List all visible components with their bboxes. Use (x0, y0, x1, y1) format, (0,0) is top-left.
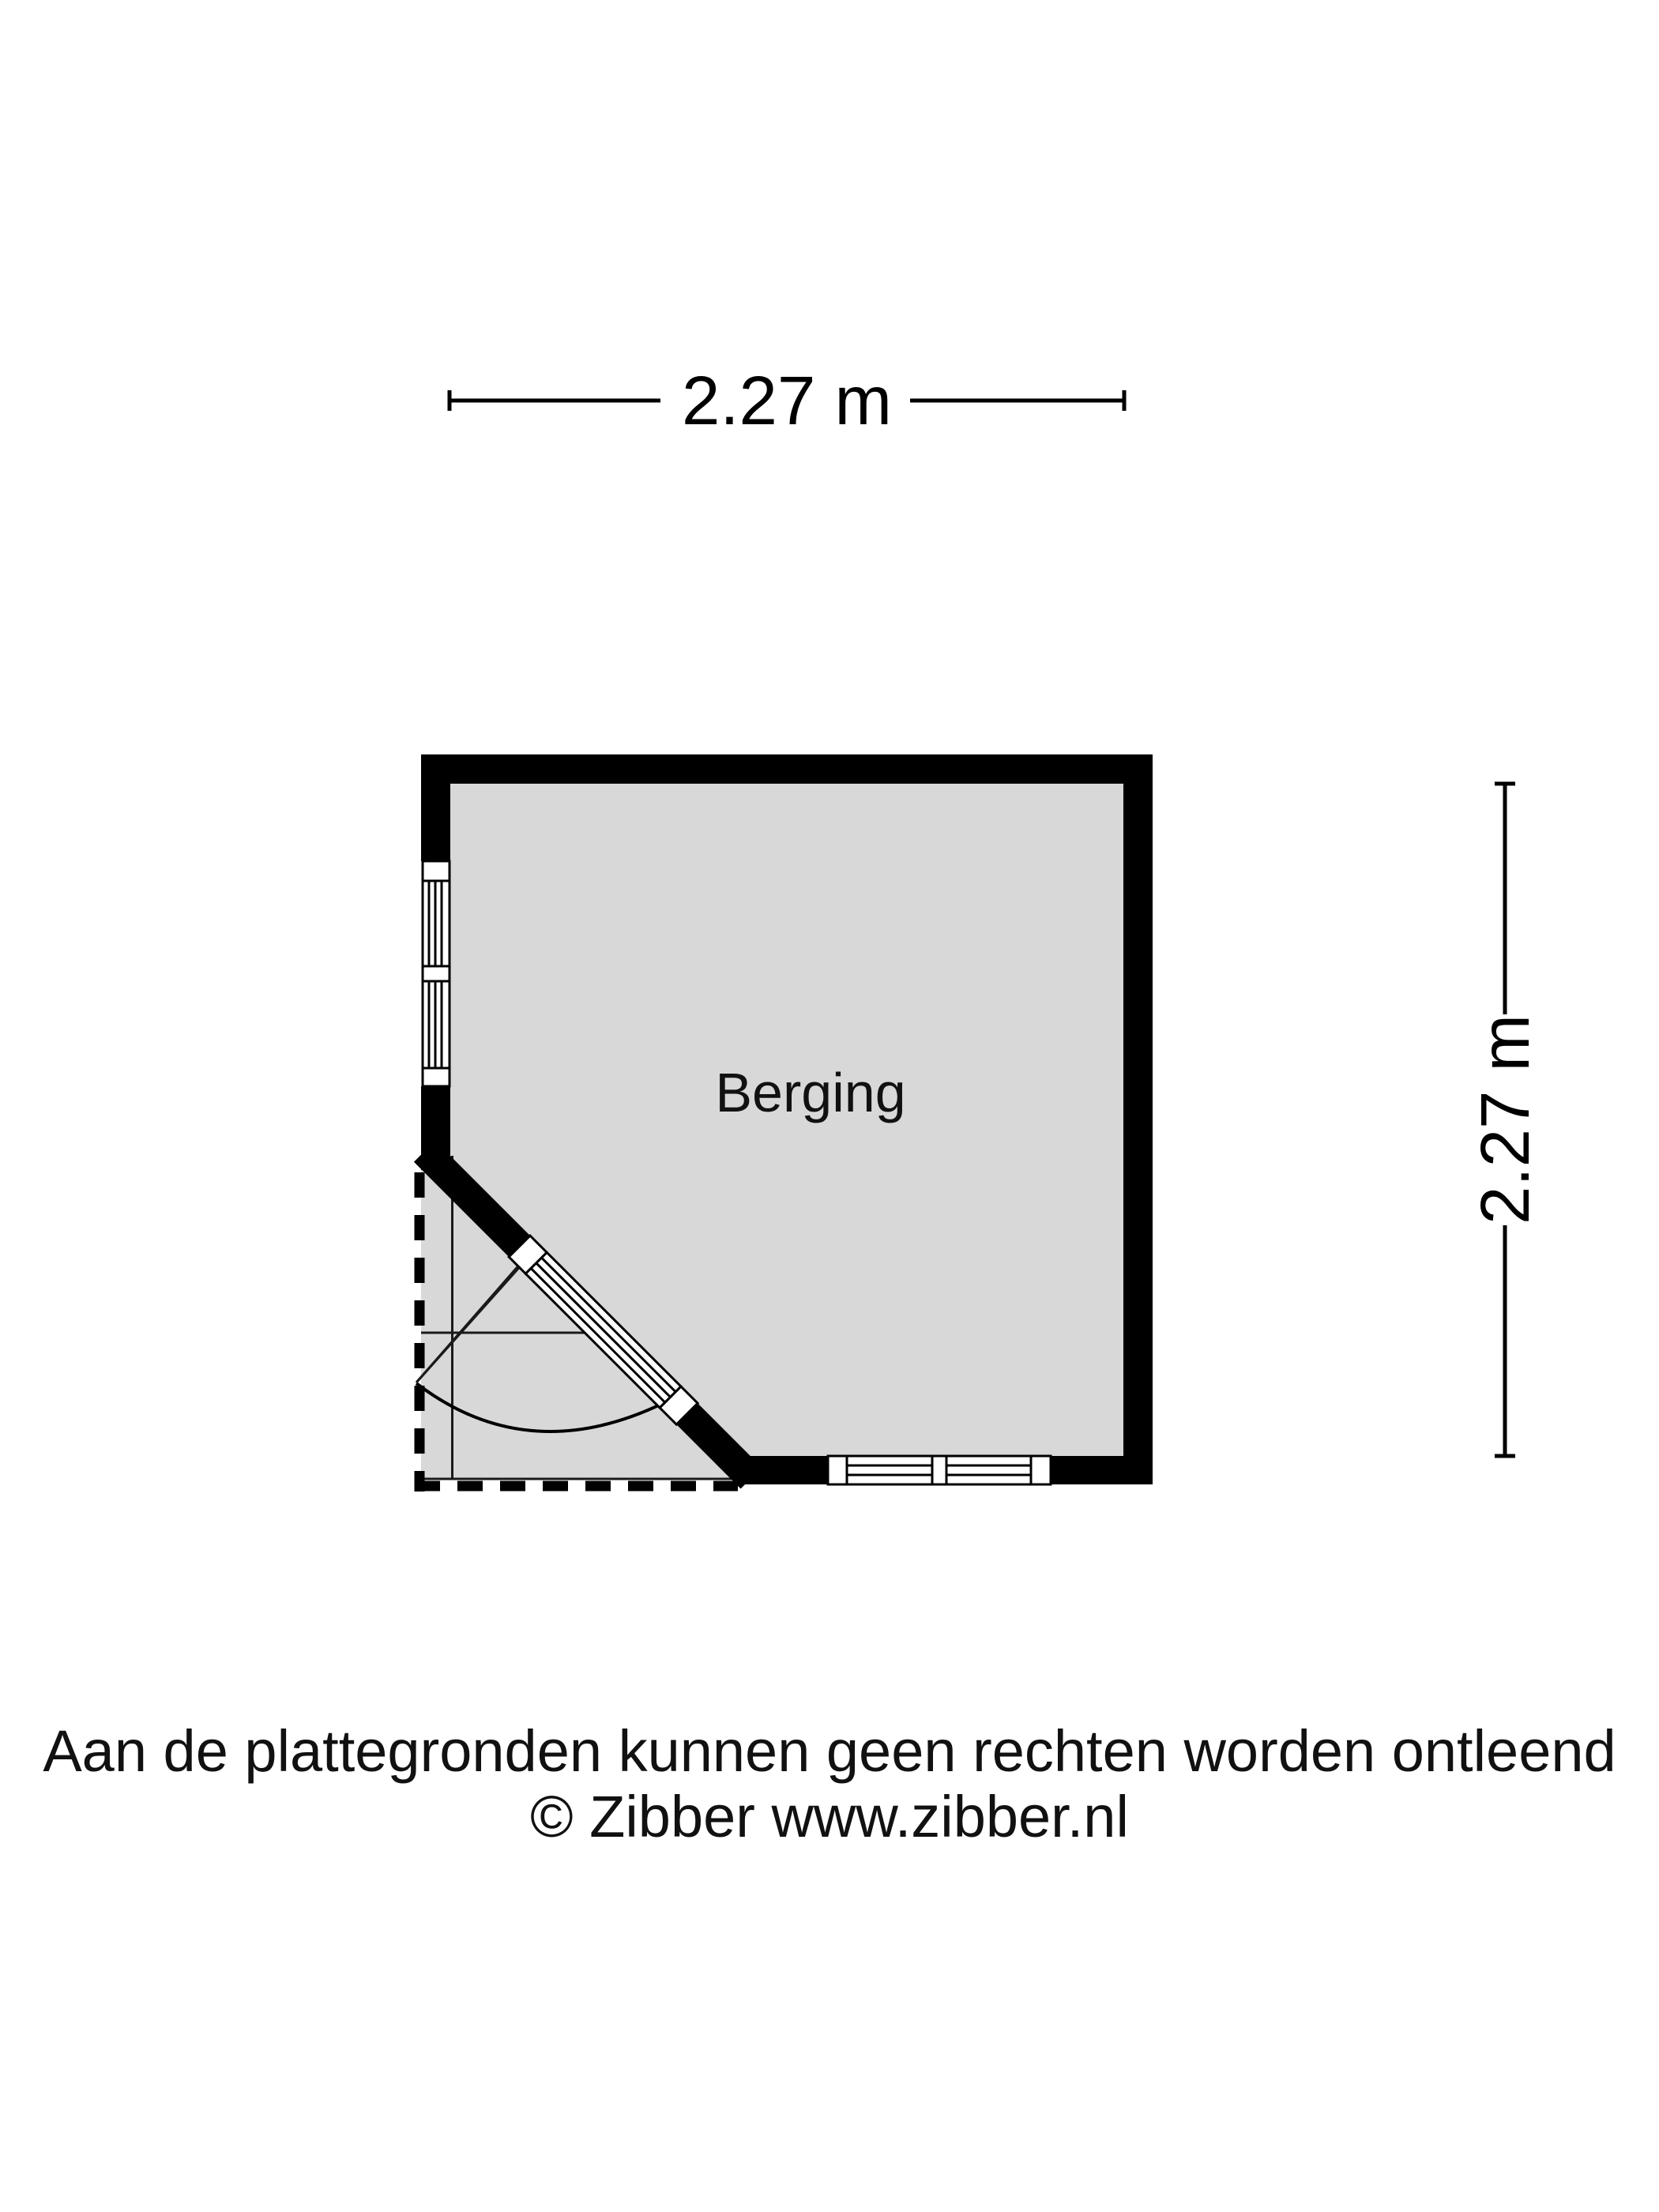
dimension-top-label: 2.27 m (682, 363, 892, 439)
bottom-window (828, 1456, 1051, 1484)
bottom-window-frame (828, 1456, 1051, 1484)
footer-disclaimer: Aan de plattegronden kunnen geen rechten worden ontleend (43, 1718, 1616, 1784)
footer (43, 1718, 1616, 1849)
wall-left-upper (421, 754, 450, 861)
left-window (423, 861, 450, 1086)
room-floor (421, 784, 1123, 1479)
dimension-right (1467, 784, 1544, 1456)
footer-copyright: © Zibber www.zibber.nl (530, 1784, 1129, 1849)
wall-top (421, 754, 1153, 784)
dimension-right-label: 2.27 m (1467, 1014, 1544, 1224)
room-label: Berging (715, 1062, 906, 1123)
wall-right (1123, 754, 1153, 1484)
dimension-top (450, 363, 1124, 439)
wall-bottom-right-segment (1050, 1456, 1153, 1484)
